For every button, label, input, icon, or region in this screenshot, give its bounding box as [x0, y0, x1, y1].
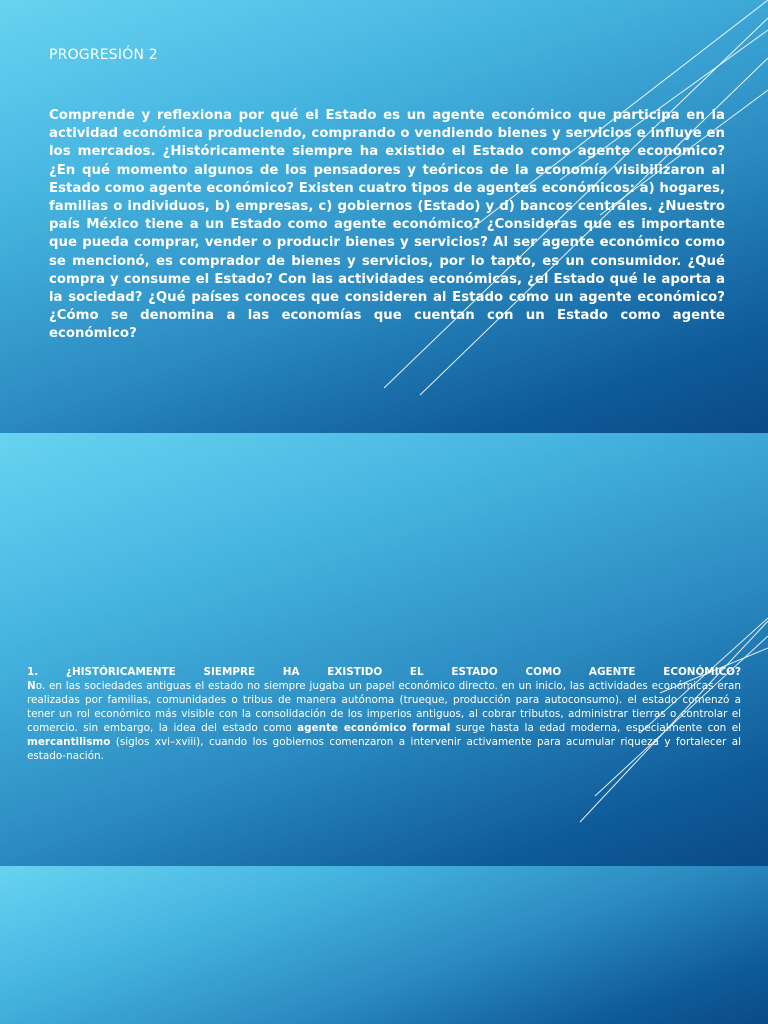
slide-title: PROGRESIÓN 2	[49, 47, 158, 63]
body-paragraph: Comprende y reflexiona por qué el Estado es un agente económico que participa en la actividad económica produciendo, comprando o vendiendo bienes y servicios e influye en los mercados. ¿Históricamente siempre ha existido el Estado como agente económico? ¿En qué momento algunos de los pensadores y teóricos de la economía visibilizaron al Estado como agente económico? Existen cuatro tipos de agentes económicos: a) hogares, familias o individuos, b) empresas, c) gobiernos (Estado) y d) bancos centrales. ¿Nuestro país México tiene a un Estado como agente económico? ¿Consideras que es importante que pueda comprar, vender o producir bienes y servicios? Al ser agente económico como se mencionó, es comprador de bienes y servicios, por lo tanto, es un consumidor. ¿Qué compra y consume el Estado? Con las actividades económicas, ¿el Estado qué le aporta a la sociedad? ¿Qué países conoces que consideren al Estado como un agente económico? ¿Cómo se denomina a las economías que cuentan con un Estado como agente económico?	[49, 108, 725, 342]
answer-text: o. en las sociedades antiguas el estado no siempre jugaba un papel económico directo. en un inicio, las actividades económicas eran realizadas por familias, comunidades o tribus de manera autónoma (trueque, producción para autoconsumo). el estado comenzó a tener un rol económico más visible con la consolidación de los imperios antiguos, al cobrar tributos, administrar tierras o controlar el comercio. sin embargo, la idea del estado como	[27, 680, 741, 734]
decorative-lines	[0, 433, 768, 866]
answer-text: surge hasta la edad moderna, especialmente con el	[450, 722, 741, 734]
answer-initial: N	[27, 680, 36, 692]
answer-bold-term: agente económico formal	[297, 722, 451, 734]
slide-1	[0, 0, 768, 433]
answer-bold-term: mercantilismo	[27, 736, 111, 748]
slide-2	[0, 433, 768, 866]
slide-3	[0, 866, 768, 1024]
question-heading: 1. ¿HISTÓRICAMENTE SIEMPRE HA EXISTIDO EL ESTADO COMO AGENTE ECONÓMICO?	[27, 666, 741, 678]
answer-block	[27, 665, 741, 763]
answer-text: (siglos xvi–xviii), cuando los gobiernos comenzaron a intervenir activamente para acumular riqueza y fortalecer al estado-nación.	[27, 736, 741, 762]
